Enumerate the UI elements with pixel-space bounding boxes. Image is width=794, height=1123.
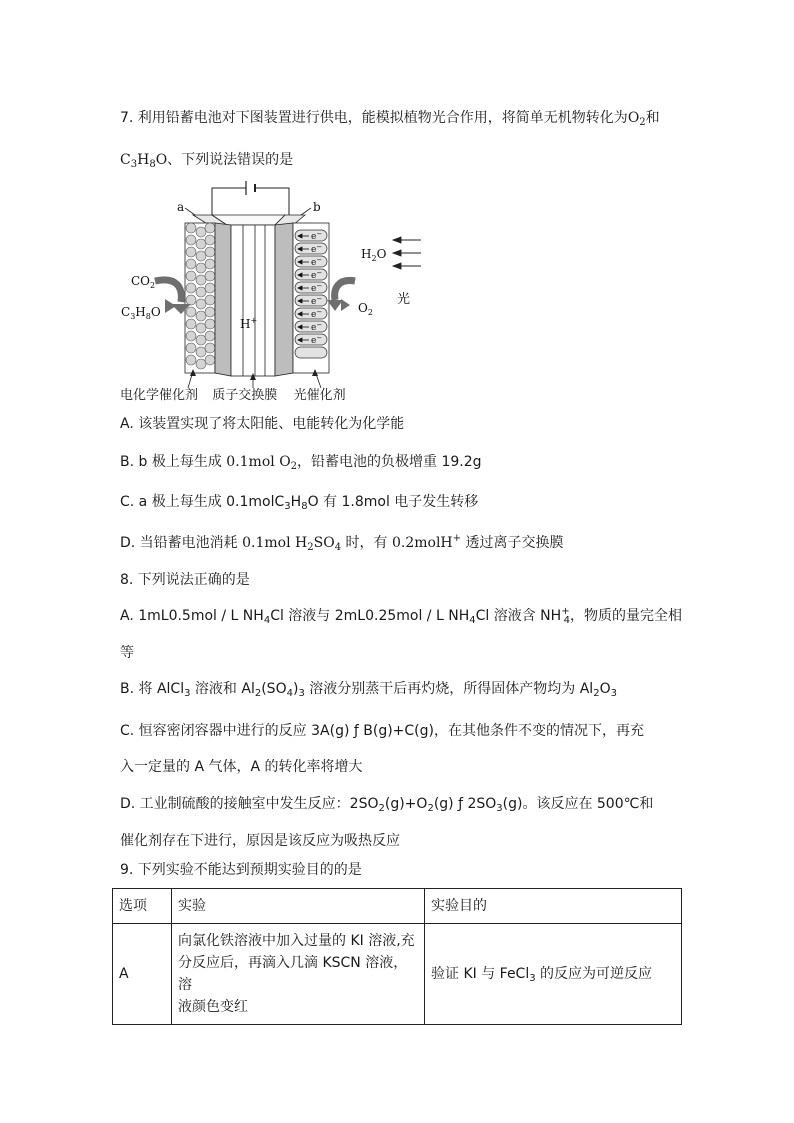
q9-table [112,888,682,1025]
q7-stem-line1: 7. 利用铅蓄电池对下图装置进行供电，能模拟植物光合作用，将简单无机物转化为$O_2$和 [120,110,660,128]
q8-option-c-cont: 入一定量的 A 气体，A 的转化率将增大 [120,759,363,775]
electrochemical-cell-diagram [115,178,455,408]
svg-text:e−: e− [311,308,323,320]
catalyst-circles [186,223,215,369]
q8-option-a: A. 1mL0.5mol / L $NH_4Cl$ 溶液与 2mL0.25mol / L $NH_4Cl$ 溶液含 $NH^+_4$，物质的量完全相 [120,606,682,626]
q9-stem: 9. 下列实验不能达到预期实验目的的是 [120,862,362,878]
row-purpose: 验证 KI 与 FeCl$_3$ 的反应为可逆反应 [425,924,682,1025]
q8-stem: 8. 下列说法正确的是 [120,572,250,588]
svg-text:a: a [177,200,185,214]
svg-text:e−: e− [311,321,323,333]
svg-text:e−: e− [311,295,323,307]
svg-text:e−: e− [311,282,323,294]
svg-text:C3H8O: $C_3H_8O$ [121,305,161,321]
svg-text:O2: $O_2$ [358,301,373,317]
c3h8o-formula: $C_3H_8O$ [120,152,168,170]
svg-text:H+: H+ [240,316,258,331]
table-header-row [113,889,682,924]
svg-text:e−: e− [311,230,323,242]
svg-text:e−: e− [311,269,323,281]
q7-option-d: D. 当铅蓄电池消耗 0.1mol $H_2SO_4$ 时，有 0.2molH+ 透过离子交换膜 [120,533,564,553]
q8-option-d-cont: 催化剂存在下进行，原因是该反应为吸热反应 [120,833,400,849]
svg-text:CO2: $CO_2$ [131,274,156,290]
row-option: A [113,924,172,1025]
figure-captions: 电化学催化剂 质子交换膜 光催化剂 [120,388,346,403]
col-option: 选项 [113,889,172,924]
svg-text:e−: e− [311,334,323,346]
electron-flow [311,230,322,346]
q8-option-b: B. 将 AlCl$_3$ 溶液和 $Al_2(SO_4)_3$ 溶液分别蒸干后再灼烧，所得固体产物均为 $Al_2O_3$ [120,681,617,699]
svg-text:光: 光 [397,292,411,307]
q7-stem-line2: $C_3H_8O$、下列说法错误的是 [120,152,294,170]
row-experiment: 向氯化铁溶液中加入过量的 KI 溶液,充 分反应后，再滴入几滴 KSCN 溶液，溶 液颜色变红 [172,924,425,1025]
q8-option-d: D. 工业制硫酸的接触室中发生反应：$2SO_2(g)+O_2(g)$ ƒ $2SO_3(g)$。该反应在 500℃和 [120,796,654,814]
svg-text:e−: e− [311,256,323,268]
q7-option-b: B. b 极上每生成 0.1mol $O_2$，铅蓄电池的负极增重 19.2g [120,454,482,472]
svg-text:H2O: $H_2O$ [361,247,387,263]
svg-text:e−: e− [311,243,323,255]
col-experiment: 实验 [172,889,425,924]
q7-option-c: C. a 极上每生成 $0.1molC_3H_8O$ 有 1.8mol 电子发生转移 [120,494,479,512]
q8-option-c: C. 恒容密闭容器中进行的反应 3A(g) ƒ B(g)+C(g)，在其他条件不变的情况下，再充 [120,723,644,739]
proton-exchange-membrane [231,225,275,376]
q8-option-a-cont: 等 [120,645,134,661]
q7-option-a: A. 该装置实现了将太阳能、电能转化为化学能 [120,416,405,432]
col-purpose: 实验目的 [425,889,682,924]
table-row [113,924,682,1025]
svg-text:b: b [313,200,321,214]
